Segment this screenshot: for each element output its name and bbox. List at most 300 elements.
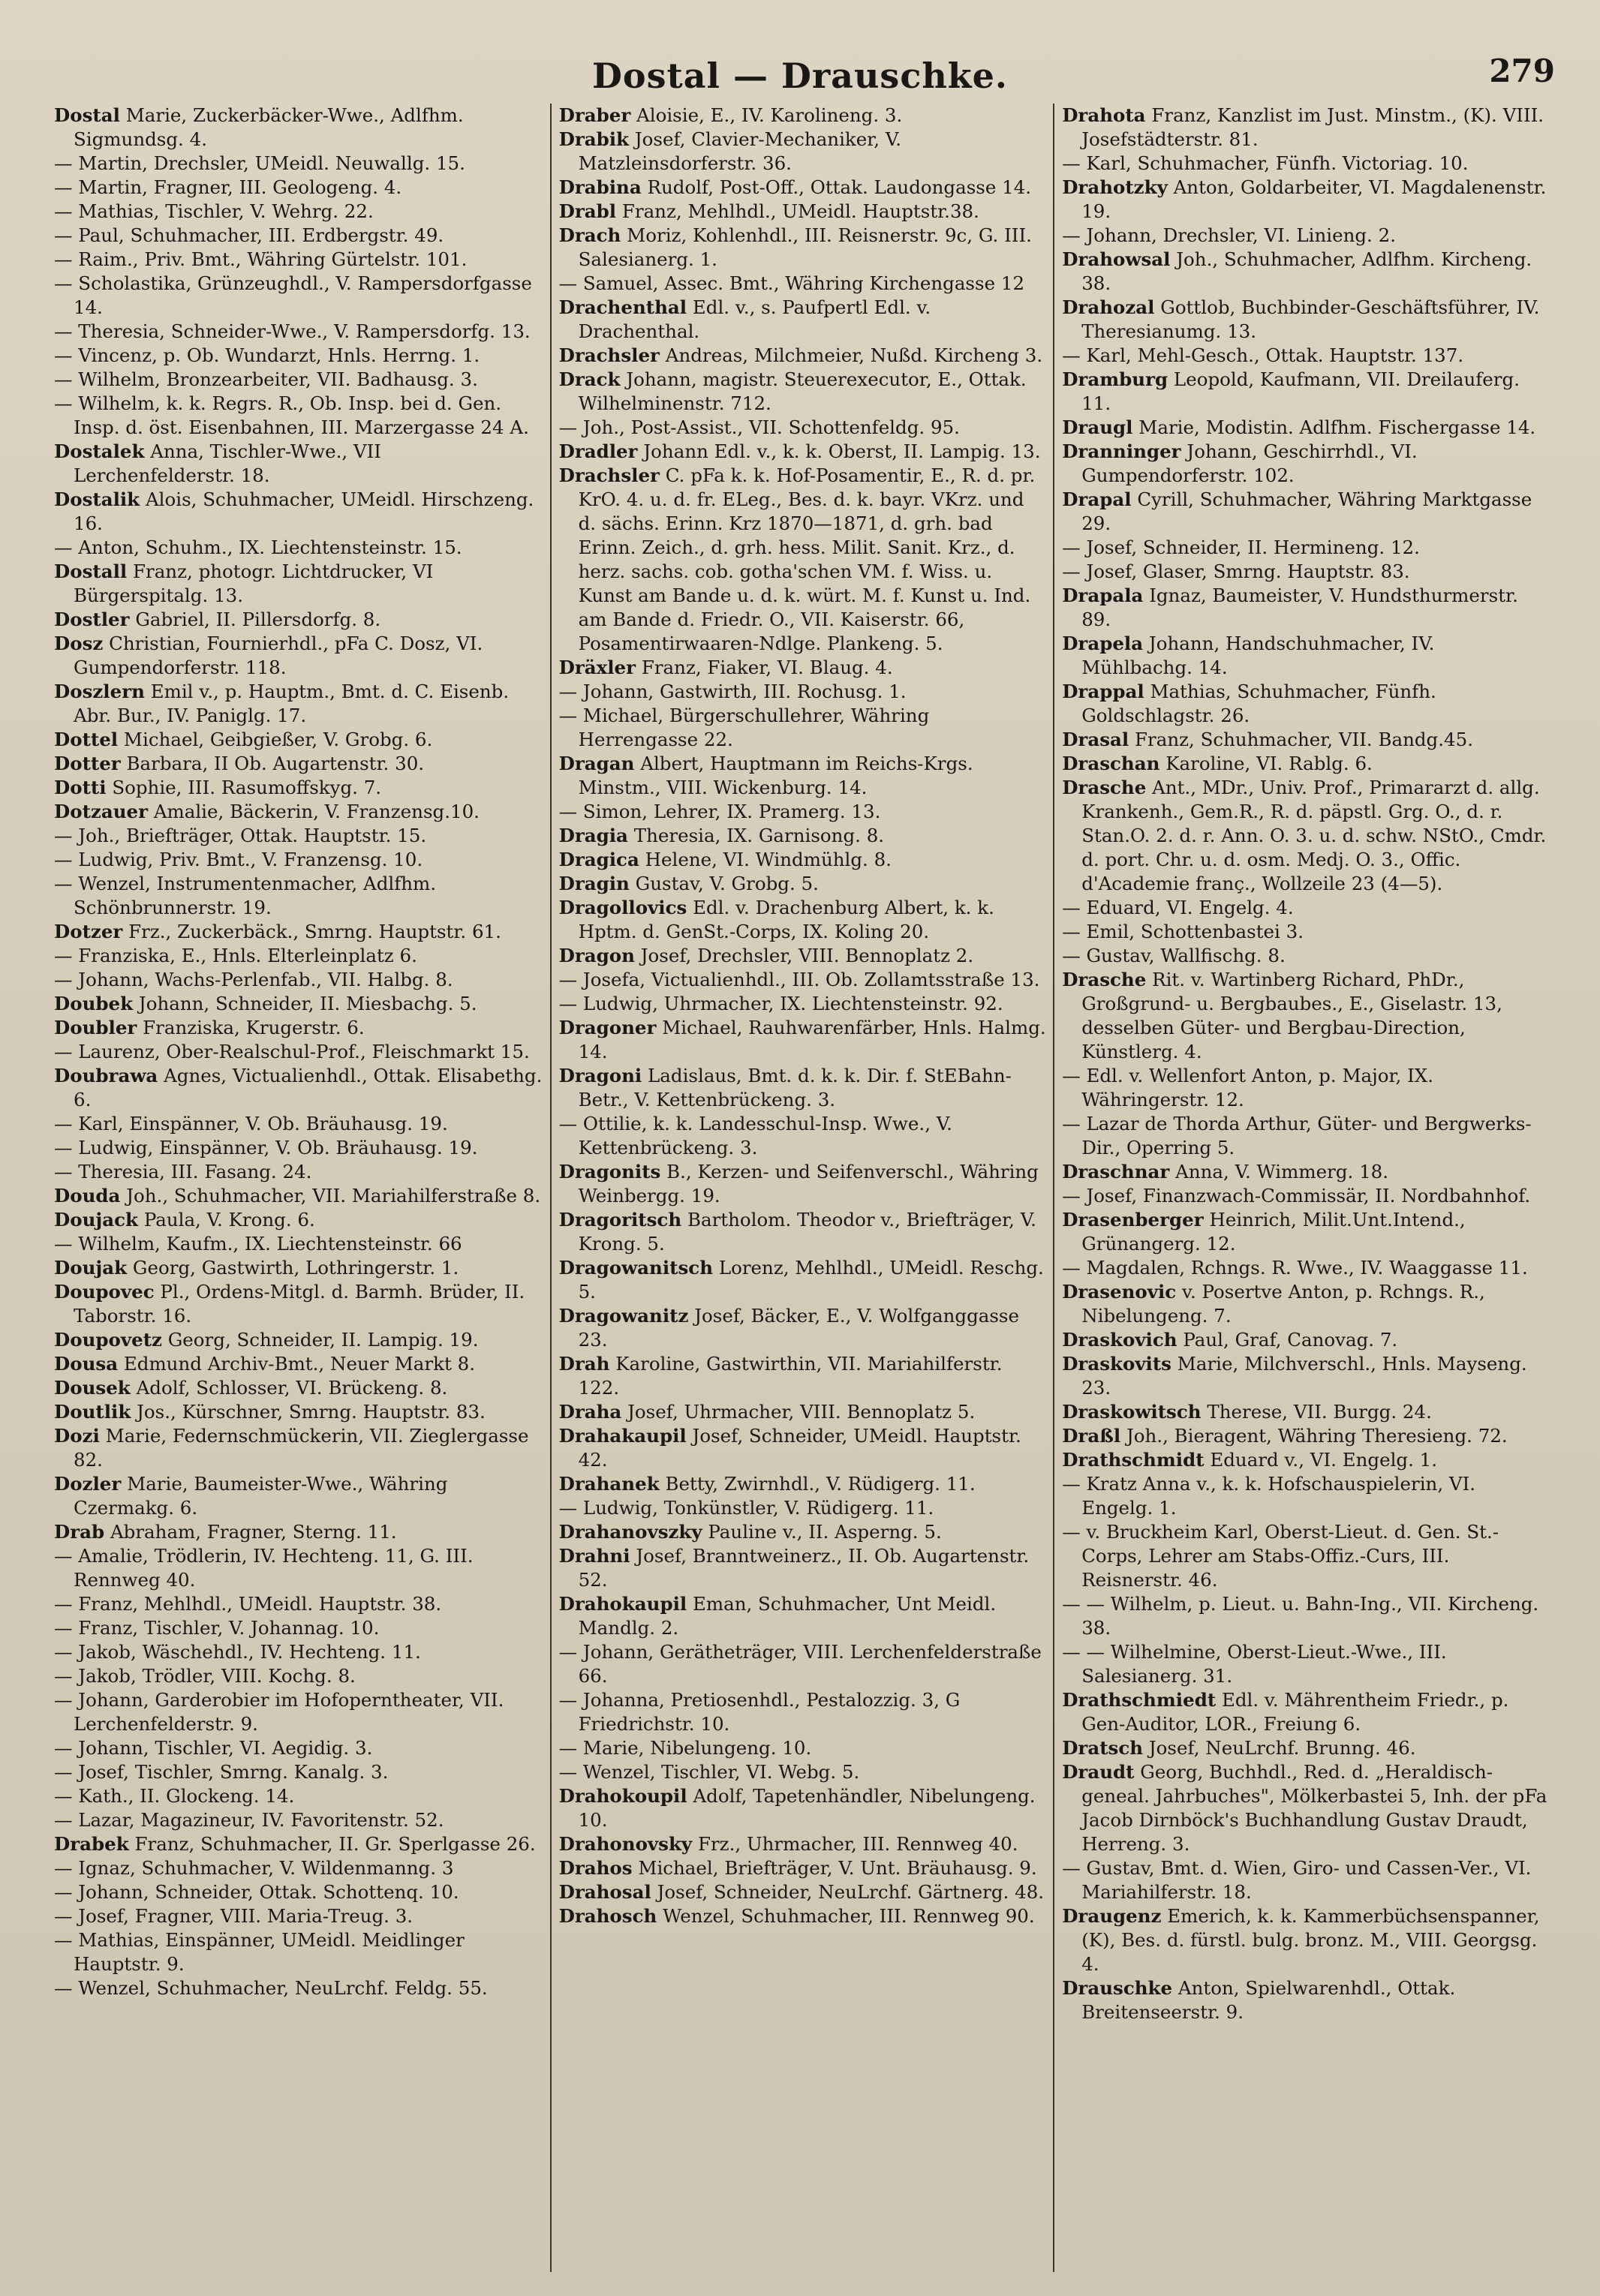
directory-entry: [54, 1376, 544, 1400]
entry-details: Barbara, II Ob. Augartenstr. 30.: [126, 753, 425, 774]
directory-entry: [559, 296, 1048, 344]
directory-entry: [559, 656, 1048, 680]
entry-details: Joh., Bieragent, Währing Theresieng. 72.: [1126, 1425, 1508, 1447]
entry-surname: Doubler: [54, 1017, 137, 1038]
directory-entry: [1062, 536, 1550, 560]
directory-entry: [1062, 896, 1550, 920]
entry-surname: Dottel: [54, 729, 119, 750]
entry-surname: Dotti: [54, 777, 107, 798]
directory-entry: [54, 1184, 544, 1208]
directory-entry: [559, 200, 1048, 224]
entry-details: Frz., Uhrmacher, III. Rennweg 40.: [697, 1833, 1018, 1855]
directory-entry: [559, 344, 1048, 368]
entry-surname: Drapela: [1062, 633, 1144, 654]
entry-surname: Dragoni: [558, 1065, 642, 1086]
directory-entry: [1062, 152, 1550, 176]
directory-entry: [54, 1280, 544, 1328]
entry-details: — Laurenz, Ober-Realschul-Prof., Fleischmarkt 15.: [54, 1041, 530, 1062]
directory-entry: [54, 1352, 544, 1376]
entry-details: — Vincenz, p. Ob. Wundarzt, Hnls. Herrng. 1.: [54, 344, 480, 366]
entry-details: — Wenzel, Tischler, VI. Webg. 5.: [558, 1761, 860, 1783]
directory-entry: [54, 248, 544, 272]
directory-entry: [1062, 1760, 1550, 1856]
directory-entry: [54, 1784, 544, 1808]
entry-surname: Drahanek: [558, 1473, 660, 1495]
entry-details: — — Wilhelmine, Oberst-Lieut.-Wwe., III. Salesianerg. 31.: [1062, 1641, 1447, 1687]
entry-details: — v. Bruckheim Karl, Oberst-Lieut. d. Gen. St.-Corps, Lehrer am Stabs-Offiz.-Curs, III. Reisnerstr. 46.: [1062, 1521, 1499, 1591]
directory-entry: [1062, 1328, 1550, 1352]
entry-details: Christian, Fournierhdl., pFa C. Dosz, VI. Gumpendorferstr. 118.: [74, 633, 483, 678]
entry-surname: Draber: [558, 104, 631, 126]
directory-entry: [559, 1640, 1048, 1688]
entry-surname: Dragoner: [558, 1017, 657, 1038]
directory-entry: [54, 752, 544, 776]
entry-surname: Drahanovszky: [558, 1521, 702, 1543]
directory-entry: [1062, 1208, 1550, 1256]
directory-entry: [54, 392, 544, 440]
directory-entry: [559, 1496, 1048, 1520]
entry-details: Abraham, Fragner, Sterng. 11.: [110, 1521, 397, 1543]
directory-entry: [54, 1256, 544, 1280]
directory-entry: [54, 152, 544, 176]
entry-details: Heinrich, Milit.Unt.Intend., Grünangerg. 12.: [1081, 1209, 1466, 1255]
entry-surname: Doupovec: [54, 1281, 155, 1303]
directory-entry: [54, 1544, 544, 1592]
column-left: [47, 104, 550, 2272]
entry-details: — Michael, Bürgerschullehrer, Währing Herrengasse 22.: [558, 705, 930, 750]
directory-entry: [1062, 416, 1550, 440]
entry-surname: Dozler: [54, 1473, 122, 1495]
directory-entry: [54, 536, 544, 560]
entry-details: Ant., MDr., Univ. Prof., Primararzt d. allg. Krankenh., Gem.R., R. d. päpstl. Grg. O., d. r. Stan.O. 2. d. r. Ann. O. 3. u. d. schw. NStO., Cmdr. d. port. Chr. u. d. osm. Medj. O. 3., Offic. d'Academie franç., Wollzeile 23 (4—5).: [1081, 777, 1547, 894]
entry-surname: Drahonovsky: [558, 1833, 693, 1855]
directory-entry: [54, 800, 544, 824]
entry-details: Joh., Schuhmacher, VII. Mariahilferstraße 8.: [126, 1185, 541, 1207]
entry-surname: Drab: [54, 1521, 105, 1543]
directory-entry: [559, 104, 1048, 128]
directory-entry: [1062, 920, 1550, 944]
entry-details: Gabriel, II. Pillersdorfg. 8.: [135, 609, 381, 630]
entry-details: — Karl, Mehl-Gesch., Ottak. Hauptstr. 137.: [1062, 344, 1464, 366]
entry-details: — Edl. v. Wellenfort Anton, p. Major, IX. Währingerstr. 12.: [1062, 1065, 1433, 1110]
entry-details: — Ottilie, k. k. Landesschul-Insp. Wwe., V. Kettenbrückeng. 3.: [558, 1113, 952, 1159]
entry-details: Theresia, IX. Garnisong. 8.: [633, 825, 885, 846]
entry-details: — Ludwig, Tonkünstler, V. Rüdigerg. 11.: [558, 1497, 934, 1519]
entry-details: — — Wilhelm, p. Lieut. u. Bahn-Ing., VII. Kircheng. 38.: [1062, 1593, 1539, 1639]
entry-surname: Dotter: [54, 753, 121, 774]
entry-details: Franziska, Krugerstr. 6.: [143, 1017, 365, 1038]
entry-details: Johann, magistr. Steuerexecutor, E., Ottak. Wilhelminenstr. 712.: [578, 368, 1027, 414]
directory-entry: [54, 1160, 544, 1184]
entry-details: Andreas, Milchmeier, Nußd. Kircheng 3.: [665, 344, 1043, 366]
entry-surname: Doujak: [54, 1257, 128, 1279]
directory-entry: [54, 1736, 544, 1760]
directory-entry: [559, 1736, 1048, 1760]
entry-surname: Drathschmiedt: [1062, 1689, 1217, 1711]
entry-details: — Karl, Einspänner, V. Ob. Bräuhausg. 19.: [54, 1113, 448, 1134]
entry-details: Anton, Goldarbeiter, VI. Magdalenenstr. 19.: [1081, 176, 1547, 222]
directory-entry: [54, 1208, 544, 1232]
directory-entry: [54, 1928, 544, 1976]
directory-entry: [1062, 1976, 1550, 2024]
directory-entry: [1062, 344, 1550, 368]
entry-details: Rit. v. Wartinberg Richard, PhDr., Großgrund- u. Bergbaubes., E., Giselastr. 13, desselben Güter- und Bergbau-Direction, Künstlerg. 4.: [1081, 969, 1502, 1062]
directory-entry: [54, 848, 544, 872]
directory-entry: [559, 800, 1048, 824]
entry-details: Amalie, Bäckerin, V. Franzensg.10.: [153, 801, 480, 822]
directory-entry: [54, 608, 544, 632]
entry-details: — Lazar de Thorda Arthur, Güter- und Bergwerks-Dir., Operring 5.: [1062, 1113, 1532, 1159]
entry-details: Karoline, VI. Rablg. 6.: [1165, 753, 1373, 774]
entry-surname: Dragoritsch: [558, 1209, 682, 1231]
entry-details: — Jakob, Wäschehdl., IV. Hechteng. 11.: [54, 1641, 421, 1663]
entry-surname: Dostall: [54, 560, 128, 582]
directory-entry: [559, 1856, 1048, 1880]
directory-entry: [559, 1424, 1048, 1472]
directory-entry: [54, 1040, 544, 1064]
entry-details: — Gustav, Wallfischg. 8.: [1062, 945, 1286, 966]
entry-details: — Franz, Tischler, V. Johannag. 10.: [54, 1617, 380, 1639]
page-number: 279: [1489, 53, 1555, 89]
entry-details: Adolf, Schlosser, VI. Brückeng. 8.: [136, 1377, 448, 1399]
directory-entry: [1062, 1640, 1550, 1688]
directory-entry: [1062, 944, 1550, 968]
entry-details: Edl. v., s. Paufpertl Edl. v. Drachenthal.: [578, 296, 931, 342]
entry-surname: Drahosal: [558, 1881, 651, 1903]
directory-entry: [54, 1616, 544, 1640]
directory-entry: [54, 224, 544, 248]
entry-details: — Magdalen, Rchngs. R. Wwe., IV. Waaggasse 11.: [1062, 1257, 1528, 1279]
entry-details: Josef, Clavier-Mechaniker, V. Matzleinsdorferstr. 36.: [578, 128, 902, 174]
directory-entry: [54, 968, 544, 992]
directory-entry: [559, 416, 1048, 440]
entry-details: Alois, Schuhmacher, UMeidl. Hirschzeng. 16.: [74, 488, 534, 534]
entry-details: — Kath., II. Glockeng. 14.: [54, 1785, 295, 1807]
entry-details: Therese, VII. Burgg. 24.: [1207, 1401, 1432, 1423]
entry-details: Marie, Zuckerbäcker-Wwe., Adlfhm. Sigmundsg. 4.: [74, 104, 464, 150]
directory-entry: [54, 200, 544, 224]
entry-details: — Ludwig, Einspänner, V. Ob. Bräuhausg. 19.: [54, 1137, 478, 1159]
directory-entry: [54, 1808, 544, 1832]
entry-details: — Ludwig, Uhrmacher, IX. Liechtensteinstr. 92.: [558, 993, 1003, 1014]
directory-entry: [1062, 1400, 1550, 1424]
directory-entry: [559, 440, 1048, 464]
entry-details: — Amalie, Trödlerin, IV. Hechteng. 11, G. III. Rennweg 40.: [54, 1545, 474, 1591]
entry-details: — Mathias, Einspänner, UMeidl. Meidlinger Hauptstr. 9.: [54, 1929, 465, 1975]
entry-details: — Josef, Finanzwach-Commissär, II. Nordbahnhof.: [1062, 1185, 1531, 1207]
entry-surname: Drabik: [558, 128, 630, 150]
directory-entry: [54, 176, 544, 200]
directory-entry: [1062, 776, 1550, 896]
entry-surname: Doutlik: [54, 1401, 131, 1423]
entry-details: Marie, Milchverschl., Hnls. Mayseng. 23.: [1081, 1353, 1527, 1399]
entry-surname: Dramburg: [1062, 368, 1168, 390]
directory-entry: [1062, 752, 1550, 776]
entry-details: Betty, Zwirnhdl., V. Rüdigerg. 11.: [665, 1473, 976, 1495]
entry-surname: Draugenz: [1062, 1905, 1162, 1927]
entry-details: — Mathias, Tischler, V. Wehrg. 22.: [54, 200, 374, 222]
directory-entry: [1062, 1448, 1550, 1472]
directory-entry: [54, 560, 544, 608]
directory-entry: [54, 1904, 544, 1928]
directory-entry: [54, 1640, 544, 1664]
directory-entry: [559, 1352, 1048, 1400]
entry-details: — Theresia, III. Fasang. 24.: [54, 1161, 312, 1183]
directory-entry: [559, 224, 1048, 272]
entry-surname: Draha: [558, 1401, 622, 1423]
directory-entry: [559, 464, 1048, 656]
directory-entry: [54, 1832, 544, 1856]
entry-details: Marie, Modistin. Adlfhm. Fischergasse 14.: [1138, 416, 1536, 438]
directory-entry: [1062, 1160, 1550, 1184]
directory-entry: [1062, 560, 1550, 584]
entry-details: — Ludwig, Priv. Bmt., V. Franzensg. 10.: [54, 849, 423, 870]
entry-surname: Drahosch: [558, 1905, 657, 1927]
entry-surname: Dragon: [558, 945, 635, 966]
directory-entry: [559, 992, 1048, 1016]
entry-details: — Joh., Briefträger, Ottak. Hauptstr. 15.: [54, 825, 427, 846]
directory-entry: [559, 1592, 1048, 1640]
directory-entry: [1062, 1592, 1550, 1640]
entry-details: — Johann, Garderobier im Hofoperntheater, VII. Lerchenfelderstr. 9.: [54, 1689, 504, 1735]
entry-surname: Dostalek: [54, 440, 145, 462]
directory-entry: [1062, 176, 1550, 224]
directory-entry: [54, 272, 544, 320]
entry-surname: Drasche: [1062, 969, 1147, 990]
directory-entry: [559, 128, 1048, 176]
directory-entry: [54, 488, 544, 536]
directory-entry: [1062, 1256, 1550, 1280]
directory-entry: [54, 1016, 544, 1040]
entry-details: — Johann, Drechsler, VI. Linieng. 2.: [1062, 224, 1397, 246]
directory-entry: [54, 872, 544, 920]
entry-details: Lorenz, Mehlhdl., UMeidl. Reschg. 5.: [578, 1257, 1044, 1303]
entry-details: Franz, Mehlhdl., UMeidl. Hauptstr.38.: [621, 200, 979, 222]
directory-entry: [559, 1472, 1048, 1496]
directory-entry: [559, 1544, 1048, 1592]
entry-surname: Drahni: [558, 1545, 630, 1567]
entry-surname: Dräxler: [558, 657, 636, 678]
entry-surname: Draschan: [1062, 753, 1160, 774]
directory-entry: [559, 704, 1048, 752]
entry-details: Edl. v. Drachenburg Albert, k. k. Hptm. d. GenSt.-Corps, IX. Koling 20.: [578, 897, 994, 942]
directory-entry: [1062, 368, 1550, 416]
entry-surname: Doubek: [54, 993, 134, 1014]
directory-entry: [1062, 728, 1550, 752]
entry-details: — Ignaz, Schuhmacher, V. Wildenmanng. 3: [54, 1857, 454, 1879]
directory-entry: [1062, 488, 1550, 536]
entry-surname: Drabek: [54, 1833, 129, 1855]
entry-details: Johann, Handschuhmacher, IV. Mühlbachg. 14.: [1081, 633, 1435, 678]
entry-surname: Dragia: [558, 825, 628, 846]
entry-details: Josef, Schneider, NeuLrchf. Gärtnerg. 48.: [657, 1881, 1045, 1903]
directory-entry: [1062, 296, 1550, 344]
entry-details: Johann Edl. v., k. k. Oberst, II. Lampig. 13.: [643, 440, 1041, 462]
entry-details: — Wilhelm, Bronzearbeiter, VII. Badhausg. 3.: [54, 368, 478, 390]
entry-details: Albert, Hauptmann im Reichs-Krgs. Minstm., VIII. Wickenburg. 14.: [578, 753, 973, 798]
entry-surname: Drack: [558, 368, 621, 390]
entry-details: Josef, Drechsler, VIII. Bennoplatz 2.: [640, 945, 974, 966]
entry-details: Gustav, V. Grobg. 5.: [635, 873, 819, 894]
directory-entry: [54, 1112, 544, 1136]
directory-entry: [559, 872, 1048, 896]
entry-surname: Doubrawa: [54, 1065, 158, 1086]
entry-details: Gottlob, Buchbinder-Geschäftsführer, IV. Theresianumg. 13.: [1081, 296, 1540, 342]
entry-surname: Drahokaupil: [558, 1593, 687, 1615]
entry-surname: Drachsler: [558, 344, 660, 366]
page-header: [15, 45, 1585, 105]
directory-entry: [559, 1832, 1048, 1856]
entry-details: Josef, Schneider, UMeidl. Hauptstr. 42.: [578, 1425, 1021, 1471]
directory-entry: [1062, 1472, 1550, 1520]
entry-details: Rudolf, Post-Off., Ottak. Laudongasse 14.: [647, 176, 1032, 198]
entry-surname: Draugl: [1062, 416, 1133, 438]
entry-surname: Drasche: [1062, 777, 1147, 798]
entry-details: Franz, Fiaker, VI. Blaug. 4.: [641, 657, 893, 678]
entry-details: Franz, Schuhmacher, II. Gr. Sperlgasse 26.: [134, 1833, 536, 1855]
column-middle: [550, 104, 1054, 2272]
entry-details: Moriz, Kohlenhdl., III. Reisnerstr. 9c, G. III. Salesianerg. 1.: [578, 224, 1032, 270]
entry-surname: Drathschmidt: [1062, 1449, 1205, 1471]
directory-entry: [559, 752, 1048, 800]
directory-entry: [559, 1112, 1048, 1160]
entry-surname: Draskovits: [1062, 1353, 1171, 1375]
entry-details: Pauline v., II. Asperng. 5.: [708, 1521, 942, 1543]
directory-entry: [54, 1232, 544, 1256]
entry-surname: Dragowanitz: [558, 1305, 689, 1327]
entry-surname: Dragan: [558, 753, 635, 774]
directory-entry: [54, 944, 544, 968]
entry-details: — Samuel, Assec. Bmt., Währing Kirchengasse 12: [558, 272, 1025, 294]
directory-entry: [1062, 1688, 1550, 1736]
entry-details: Ignaz, Baumeister, V. Hundsthurmerstr. 89.: [1081, 585, 1518, 630]
entry-details: Jos., Kürschner, Smrng. Hauptstr. 83.: [137, 1401, 486, 1423]
entry-surname: Dostal: [54, 104, 120, 126]
directory-entry: [559, 968, 1048, 992]
entry-details: — Scholastika, Grünzeughdl., V. Rampersdorfgasse 14.: [54, 272, 532, 318]
entry-surname: Drasenberger: [1062, 1209, 1204, 1231]
directory-entry: [54, 1064, 544, 1112]
directory-entry: [54, 680, 544, 728]
entry-details: — Marie, Nibelungeng. 10.: [558, 1737, 812, 1759]
entry-surname: Dratsch: [1062, 1737, 1144, 1759]
directory-entry: [1062, 1064, 1550, 1112]
entry-details: Helene, VI. Windmühlg. 8.: [645, 849, 892, 870]
entry-details: Bartholom. Theodor v., Briefträger, V. Krong. 5.: [578, 1209, 1036, 1255]
entry-surname: Drachenthal: [558, 296, 687, 318]
entry-details: Cyrill, Schuhmacher, Währing Marktgasse 29.: [1081, 488, 1532, 534]
entry-surname: Drahotzky: [1062, 176, 1168, 198]
directory-entry: [54, 1400, 544, 1424]
directory-entry: [1062, 680, 1550, 728]
directory-entry: [54, 1328, 544, 1352]
directory-entry: [54, 344, 544, 368]
entry-surname: Drasal: [1062, 729, 1129, 750]
entry-surname: Dragica: [558, 849, 639, 870]
entry-details: — Wenzel, Instrumentenmacher, Adlfhm. Schönbrunnerstr. 19.: [54, 873, 437, 918]
entry-surname: Draskowitsch: [1062, 1401, 1202, 1423]
entry-details: Michael, Rauhwarenfärber, Hnls. Halmg. 14.: [578, 1017, 1046, 1062]
entry-surname: Drapal: [1062, 488, 1132, 510]
directory-entry: [54, 1976, 544, 2000]
directory-entry: [54, 1880, 544, 1904]
directory-entry: [559, 1760, 1048, 1784]
entry-surname: Dragonits: [558, 1161, 661, 1183]
entry-details: Franz, Kanzlist im Just. Minstm., (K). VIII. Josefstädterstr. 81.: [1081, 104, 1544, 150]
directory-entry: [1062, 1184, 1550, 1208]
entry-details: Pl., Ordens-Mitgl. d. Barmh. Brüder, II. Taborstr. 16.: [74, 1281, 525, 1327]
entry-details: Anton, Spielwarenhdl., Ottak. Breitenseerstr. 9.: [1081, 1977, 1456, 2023]
directory-entry: [1062, 104, 1550, 152]
entry-details: — Joh., Post-Assist., VII. Schottenfeldg. 95.: [558, 416, 960, 438]
entry-surname: Draßl: [1062, 1425, 1121, 1447]
directory-entry: [559, 1880, 1048, 1904]
entry-surname: Drahokoupil: [558, 1785, 687, 1807]
entry-details: Josef, Bäcker, E., V. Wolfganggasse 23.: [578, 1305, 1020, 1351]
entry-details: — Johann, Tischler, VI. Aegidig. 3.: [54, 1737, 373, 1759]
directory-entry: [1062, 224, 1550, 248]
entry-details: — Lazar, Magazineur, IV. Favoritenstr. 52.: [54, 1809, 444, 1831]
directory-entry: [54, 1472, 544, 1520]
entry-details: — Johann, Gastwirth, III. Rochusg. 1.: [558, 681, 907, 702]
entry-surname: Dousa: [54, 1353, 119, 1375]
entry-surname: Dotzer: [54, 921, 123, 942]
entry-details: — Eduard, VI. Engelg. 4.: [1062, 897, 1294, 918]
entry-details: — Wenzel, Schuhmacher, NeuLrchf. Feldg. 55.: [54, 1977, 488, 1999]
entry-details: Anna, Tischler-Wwe., VII Lerchenfelderstr. 18.: [74, 440, 381, 486]
entry-surname: Drahota: [1062, 104, 1146, 126]
entry-surname: Douda: [54, 1185, 121, 1207]
directory-entry: [1062, 1904, 1550, 1976]
entry-details: Franz, Schuhmacher, VII. Bandg.45.: [1135, 729, 1473, 750]
directory-entry: [1062, 1280, 1550, 1328]
entry-surname: Dostalik: [54, 488, 140, 510]
entry-details: — Gustav, Bmt. d. Wien, Giro- und Cassen-Ver., VI. Mariahilferstr. 18.: [1062, 1857, 1532, 1903]
entry-details: — Josef, Fragner, VIII. Maria-Treug. 3.: [54, 1905, 414, 1927]
entry-details: Georg, Schneider, II. Lampig. 19.: [167, 1329, 479, 1351]
directory-entry: [559, 896, 1048, 944]
entry-details: Marie, Federnschmückerin, VII. Zieglergasse 82.: [74, 1425, 529, 1471]
directory-entry: [559, 1784, 1048, 1832]
entry-details: — Wilhelm, k. k. Regrs. R., Ob. Insp. bei d. Gen. Insp. d. öst. Eisenbahnen, III. Marzergasse 24 A.: [54, 392, 529, 438]
entry-surname: Dosz: [54, 633, 104, 654]
entry-surname: Dragollovics: [558, 897, 687, 918]
entry-surname: Drabl: [558, 200, 617, 222]
entry-surname: Drah: [558, 1353, 610, 1375]
directory-entry: [1062, 1736, 1550, 1760]
entry-surname: Drauschke: [1062, 1977, 1173, 1999]
entry-details: Michael, Briefträger, V. Unt. Bräuhausg. 9.: [638, 1857, 1037, 1879]
entry-details: Leopold, Kaufmann, VII. Dreilauferg. 11.: [1081, 368, 1520, 414]
entry-details: Paula, V. Krong. 6.: [143, 1209, 315, 1231]
directory-entry: [559, 1160, 1048, 1208]
directory-entry: [559, 176, 1048, 200]
entry-details: Edl. v. Mährentheim Friedr., p. Gen-Auditor, LOR., Freiung 6.: [1081, 1689, 1509, 1735]
directory-entry: [559, 1304, 1048, 1352]
directory-columns: [47, 104, 1556, 2272]
entry-details: Josef, NeuLrchf. Brunng. 46.: [1148, 1737, 1416, 1759]
entry-details: Georg, Gastwirth, Lothringerstr. 1.: [132, 1257, 459, 1279]
entry-details: Mathias, Schuhmacher, Fünfh. Goldschlagstr. 26.: [1081, 681, 1436, 726]
entry-details: Karoline, Gastwirthin, VII. Mariahilferstr. 122.: [578, 1353, 1003, 1399]
entry-details: Georg, Buchhdl., Red. d. „Heraldisch-geneal. Jahrbuches", Mölkerbastei 5, Inh. der pFa Jacob Dirnböck's Buchhandlung Gustav Draudt, Herreng. 3.: [1081, 1761, 1547, 1855]
directory-entry: [559, 368, 1048, 416]
entry-details: Franz, photogr. Lichtdrucker, VI Bürgerspitalg. 13.: [74, 560, 434, 606]
entry-details: — Wilhelm, Kaufm., IX. Liechtensteinstr. 66: [54, 1233, 462, 1255]
entry-details: v. Posertve Anton, p. Rchngs. R., Nibelungeng. 7.: [1081, 1281, 1485, 1327]
entry-surname: Doupovetz: [54, 1329, 162, 1351]
entry-details: — Karl, Schuhmacher, Fünfh. Victoriag. 10.: [1062, 152, 1469, 174]
